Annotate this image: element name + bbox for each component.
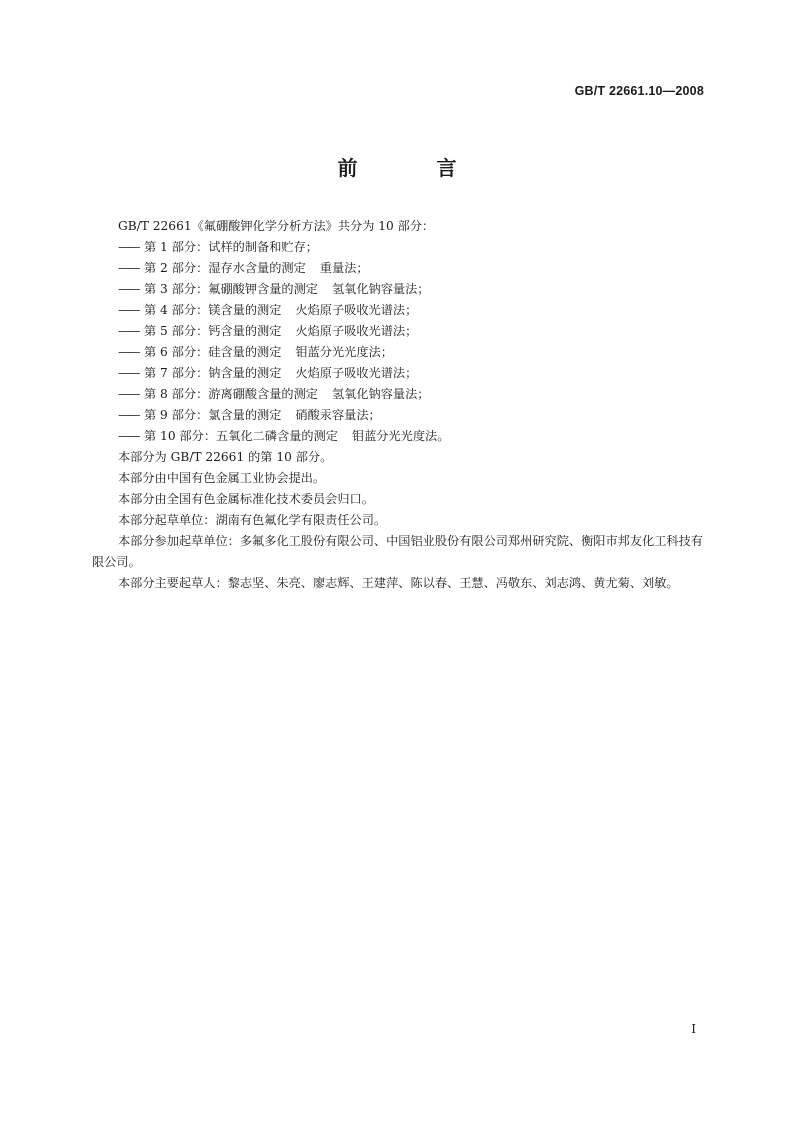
list-dash: —— [118,282,139,296]
list-item [92,426,710,447]
page-title: 前 言 [337,156,493,180]
part-method: 钼蓝分光光度法； [295,345,393,359]
part-method: 火焰原子吸收光谱法； [295,324,418,338]
part-method: 氢氧化钠容量法； [331,282,430,296]
intro-paragraph: GB/T 22661《氟硼酸钾化学分析方法》共分为 10 部分： [118,219,435,233]
list-dash: —— [118,408,139,422]
list-item [92,363,710,384]
list-dash: —— [118,261,139,275]
part-label: 第 1 部分：试样的制备和贮存； [144,240,318,254]
statement-drafters: 本部分主要起草人：黎志坚、朱亮、廖志辉、王建萍、陈以春、王慧、冯敬东、刘志鸿、黄尤菊、刘敏。 [118,576,679,590]
list-item [92,279,710,300]
list-item [92,405,710,426]
foreword-body [92,216,710,594]
part-method: 火焰原子吸收光谱法； [295,366,418,380]
list-dash: —— [118,303,139,317]
part-method: 火焰原子吸收光谱法； [295,303,418,317]
part-label: 第 8 部分：游离硼酸含量的测定 [144,387,318,401]
statement-participating-units: 本部分参加起草单位：多氟多化工股份有限公司、中国铝业股份有限公司郑州研究院、衡阳市邦友化工科技有限公司。 [92,534,703,569]
page-number: I [691,1022,696,1036]
part-label: 第 7 部分：钠含量的测定 [144,366,282,380]
list-item [92,384,710,405]
list-item [92,300,710,321]
list-item [92,321,710,342]
part-method: 氢氧化钠容量法； [331,387,430,401]
part-method: 硝酸汞容量法； [295,408,381,422]
part-method: 重量法； [319,261,369,275]
standard-code: GB/T 22661.10—2008 [574,84,704,98]
part-label: 第 4 部分：镁含量的测定 [144,303,282,317]
part-method: 钼蓝分光光度法。 [351,429,450,443]
statement-drafting-unit: 本部分起草单位：湖南有色氟化学有限责任公司。 [118,513,387,527]
list-dash: —— [118,366,139,380]
list-dash: —— [118,240,139,254]
parts-list [92,237,710,447]
list-item [92,342,710,363]
part-label: 第 10 部分：五氧化二磷含量的测定 [144,429,338,443]
list-item [92,237,710,258]
part-label: 第 3 部分：氟硼酸钾含量的测定 [144,282,318,296]
list-dash: —— [118,324,139,338]
list-item [92,258,710,279]
part-label: 第 9 部分：氯含量的测定 [144,408,282,422]
statement-centralized: 本部分由全国有色金属标准化技术委员会归口。 [118,492,374,506]
statement-part-number: 本部分为 GB/T 22661 的第 10 部分。 [118,450,333,464]
part-label: 第 6 部分：硅含量的测定 [144,345,282,359]
list-dash: —— [118,387,139,401]
statement-proposer: 本部分由中国有色金属工业协会提出。 [118,471,326,485]
list-dash: —— [118,429,139,443]
list-dash: —— [118,345,139,359]
part-label: 第 5 部分：钙含量的测定 [144,324,282,338]
part-label: 第 2 部分：湿存水含量的测定 [144,261,306,275]
